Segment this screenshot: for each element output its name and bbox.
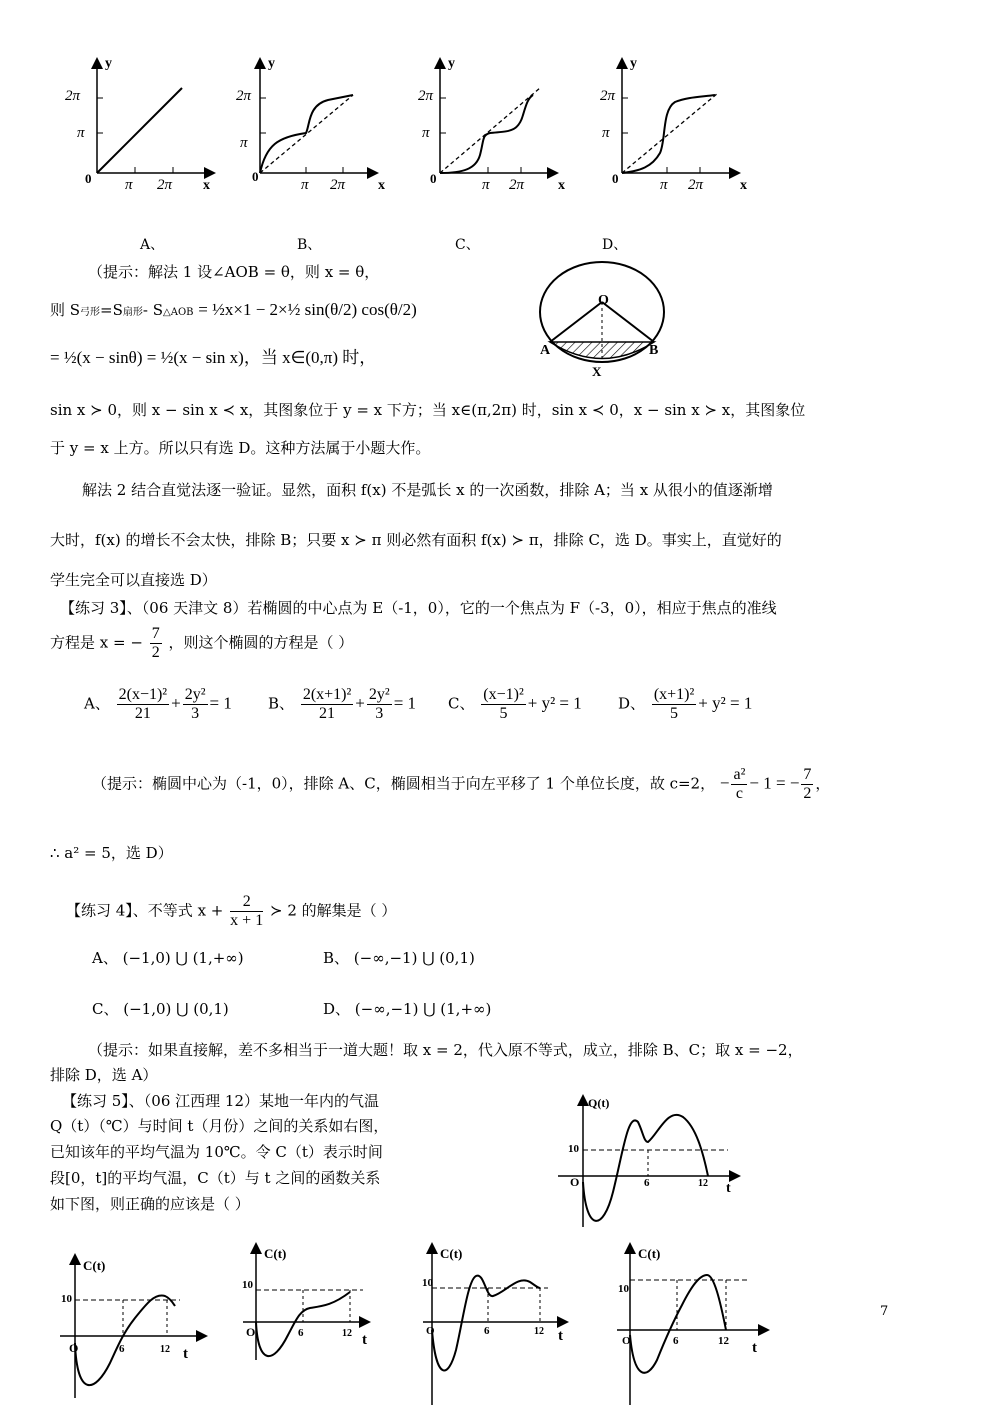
hint1-line5: 于 y = x 上方。所以只有选 D。这种方法属于小题大作。: [50, 439, 431, 457]
svg-text:π: π: [482, 177, 490, 193]
svg-text:C(t): C(t): [440, 1246, 463, 1261]
hint1-line4: sin x ≻ 0，则 x − sin x ≺ x，其图象位于 y = x 下方；当 x∈(π,2π) 时，sin x ≺ 0，x − sin x ≻ x，其图象位: [50, 401, 806, 419]
svg-text:12: 12: [534, 1326, 544, 1337]
svg-text:0: 0: [430, 171, 437, 186]
svg-text:6: 6: [298, 1327, 304, 1339]
c-graph-d: [612, 1240, 782, 1410]
svg-text:12: 12: [718, 1335, 729, 1347]
svg-text:x: x: [558, 178, 565, 193]
svg-text:2π: 2π: [236, 88, 252, 104]
ex3-option-a[interactable]: A、 $\frac{\text{2(x−1)²}}{21}$ + $\frac{\text{2y²}}{3}$ = 1: [84, 686, 232, 722]
ex3-hint-line2: ∴ a² = 5，选 D）: [50, 844, 173, 862]
svg-text:π: π: [602, 125, 610, 141]
method2-line2: 大时，f(x) 的增长不会太快，排除 B；只要 x ≻ π 则必然有面积 f(x) ≻ π，排除 C，选 D。事实上，直觉好的: [50, 531, 782, 549]
ex3-option-c[interactable]: C、 $\frac{\text{(x−1)²}}{5}$ + y² = 1: [448, 686, 582, 722]
svg-text:6: 6: [484, 1325, 490, 1337]
ex4-option-a[interactable]: A、 (−1,0) ⋃ (1,+∞): [92, 949, 244, 967]
svg-text:10: 10: [568, 1143, 579, 1155]
svg-text:2π: 2π: [157, 177, 173, 193]
graph-c: [418, 55, 565, 195]
ex3-option-d[interactable]: D、 $\frac{\text{(x+1)²}}{5}$ + y² = 1: [618, 686, 753, 722]
svg-text:6: 6: [644, 1177, 650, 1189]
svg-text:10: 10: [242, 1279, 253, 1291]
svg-text:x: x: [740, 178, 747, 193]
svg-text:O: O: [426, 1325, 435, 1337]
svg-text:2π: 2π: [688, 177, 704, 193]
svg-text:y: y: [630, 56, 637, 71]
c-graph-b: [238, 1240, 388, 1400]
ex5-line5: 如下图，则正确的应该是（ ）: [50, 1195, 250, 1213]
svg-text:O: O: [598, 293, 609, 308]
ex4-hint2: 排除 D，选 A）: [50, 1066, 158, 1084]
svg-text:O: O: [69, 1341, 79, 1355]
method2-line1: 解法 2 结合直觉法逐一验证。显然，面积 f(x) 不是弧长 x 的一次函数，排除 A；当 x 从很小的值逐渐增: [82, 481, 773, 499]
svg-text:C(t): C(t): [83, 1258, 106, 1273]
svg-text:12: 12: [342, 1328, 352, 1339]
q-graph: [558, 1092, 748, 1232]
svg-text:π: π: [240, 135, 248, 151]
svg-text:0: 0: [252, 169, 259, 184]
svg-text:y: y: [448, 56, 455, 71]
page-number: 7: [880, 1304, 889, 1319]
ex4-option-d[interactable]: D、 (−∞,−1) ⋃ (1,+∞): [323, 1000, 492, 1018]
ex3-line2: 方程是 x = − $\frac{7}{2}$ ，则这个椭圆的方程是（ ）: [50, 625, 354, 661]
svg-text:6: 6: [119, 1343, 125, 1355]
method2-line3: 学生完全可以直接选 D）: [50, 571, 217, 589]
svg-text:2π: 2π: [330, 177, 346, 193]
svg-text:π: π: [301, 177, 309, 193]
ex4-line1: 【练习 4】、不等式 x + $\frac{2}{x + 1}$ ≻ 2 的解集是（ ）: [66, 893, 397, 929]
svg-text:10: 10: [61, 1293, 72, 1305]
svg-text:y: y: [105, 56, 112, 71]
c-graph-c: [418, 1240, 568, 1410]
svg-text:A: A: [540, 343, 551, 358]
svg-text:C(t): C(t): [638, 1246, 661, 1261]
svg-text:2π: 2π: [65, 88, 81, 104]
svg-text:X: X: [592, 364, 602, 379]
svg-text:2π: 2π: [509, 177, 525, 193]
ex5-line3: 已知该年的平均气温为 10℃。令 C（t）表示时间: [50, 1143, 383, 1161]
svg-text:y: y: [268, 56, 275, 71]
svg-text:π: π: [125, 177, 133, 193]
c-graph-a: [55, 1248, 225, 1408]
svg-text:π: π: [660, 177, 668, 193]
hint1-line1: （提示：解法 1 设∠AOB = θ，则 x = θ，: [88, 263, 380, 281]
svg-text:t: t: [183, 1346, 188, 1362]
svg-text:π: π: [422, 125, 430, 141]
svg-text:0: 0: [85, 171, 92, 186]
ex4-option-b[interactable]: B、 (−∞,−1) ⋃ (0,1): [323, 949, 475, 967]
graph-a: [65, 55, 215, 195]
svg-text:2π: 2π: [600, 88, 616, 104]
svg-text:10: 10: [422, 1277, 433, 1289]
svg-text:12: 12: [160, 1344, 170, 1355]
label-b: B、: [297, 237, 322, 253]
svg-text:x: x: [203, 178, 210, 193]
svg-text:10: 10: [618, 1283, 629, 1295]
svg-text:t: t: [558, 1328, 563, 1344]
svg-text:x: x: [378, 178, 385, 193]
svg-text:2π: 2π: [418, 88, 434, 104]
svg-text:π: π: [77, 125, 85, 141]
ex5-line4: 段[0，t]的平均气温，C（t）与 t 之间的函数关系: [50, 1169, 381, 1187]
label-d: D、: [602, 237, 628, 253]
circle-figure: [538, 260, 678, 380]
svg-text:C(t): C(t): [264, 1246, 287, 1261]
ex5-line1: 【练习 5】、（06 江西理 12）某地一年内的气温: [62, 1092, 380, 1110]
ex3-hint-line1: （提示：椭圆中心为（-1，0），排除 A、C，椭圆相当于向左平移了 1 个单位长度，故 c=2， − $\frac{\text{a²}}{c}$ − 1 = − $\frac{7}{2}$ ，: [92, 766, 831, 802]
svg-text:6: 6: [673, 1335, 679, 1347]
ex3-line1: 【练习 3】、（06 天津文 8）若椭圆的中心点为 E（-1，0），它的一个焦点为 F（-3，0），相应于焦点的准线: [60, 599, 777, 617]
hint1-line2: 则 S弓形=S扇形- S△AOB = ½x×1 − 2×½ sin(θ/2) cos(θ/2): [50, 300, 417, 319]
hint1-line3: = ½(x − sinθ) = ½(x − sin x)，当 x∈(0,π) 时，: [50, 348, 377, 367]
label-c: C、: [455, 237, 480, 253]
svg-text:0: 0: [612, 171, 619, 186]
svg-text:O: O: [622, 1335, 631, 1347]
ex4-hint1: （提示：如果直接解，差不多相当于一道大题！取 x = 2，代入原不等式，成立，排除 B、C；取 x = −2，: [88, 1041, 803, 1059]
svg-text:t: t: [752, 1340, 757, 1356]
svg-text:O: O: [570, 1175, 580, 1189]
svg-text:12: 12: [698, 1178, 708, 1189]
ex4-option-c[interactable]: C、 (−1,0) ⋃ (0,1): [92, 1000, 229, 1018]
svg-text:O: O: [246, 1325, 256, 1339]
svg-text:t: t: [362, 1332, 367, 1348]
graph-b: [236, 55, 385, 195]
label-a: A、: [140, 237, 165, 253]
svg-text:Q(t): Q(t): [588, 1096, 610, 1110]
ex3-option-b[interactable]: B、 $\frac{\text{2(x+1)²}}{21}$ + $\frac{\text{2y²}}{3}$ = 1: [268, 686, 417, 722]
ex5-line2: Q（t）（℃）与时间 t（月份）之间的关系如右图，: [50, 1117, 389, 1135]
graph-d: [600, 55, 747, 195]
svg-text:t: t: [726, 1181, 731, 1196]
svg-text:B: B: [649, 343, 659, 358]
